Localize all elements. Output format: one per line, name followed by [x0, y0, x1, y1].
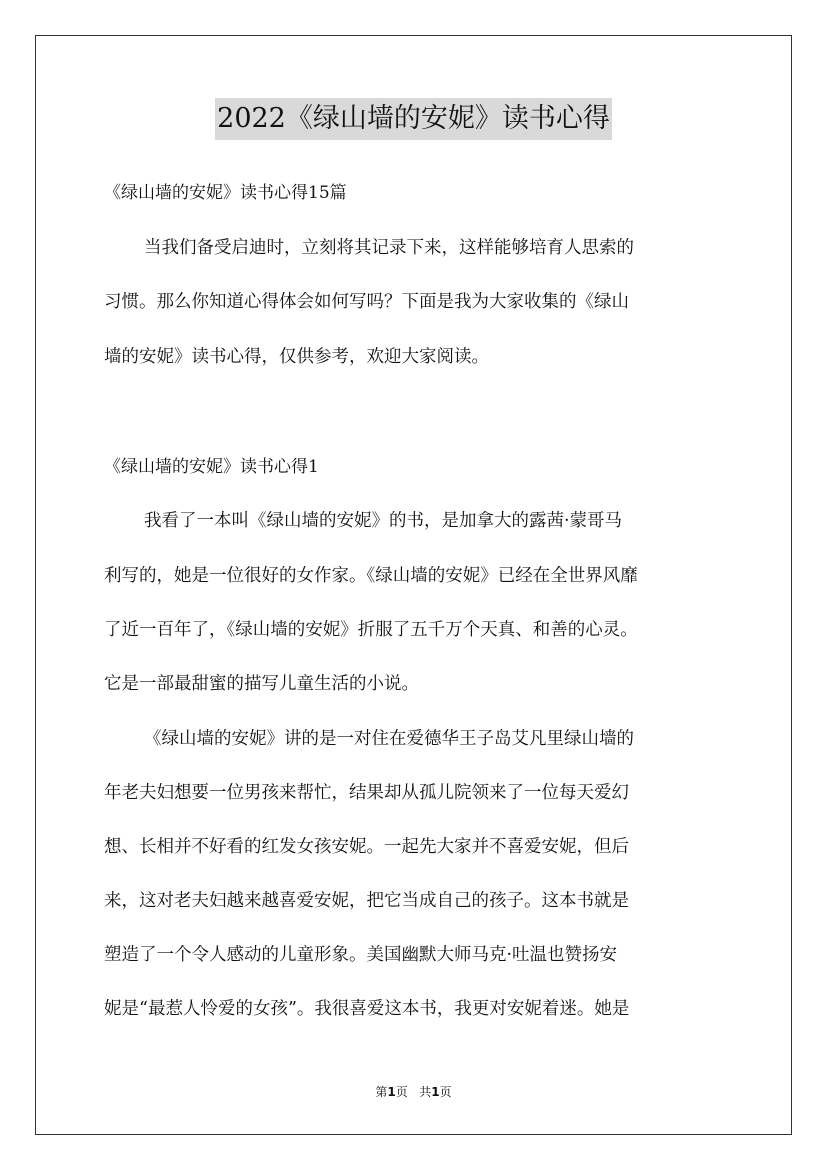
footer-page-total: 1: [431, 1085, 440, 1099]
paragraph-line: 来，这对老夫妇越来越喜爱安妮，把它当成自己的孩子。这本书就是: [104, 891, 629, 911]
title-container: [0, 98, 827, 140]
paragraph-line: 我看了一本叫《绿山墙的安妮》的书，是加拿大的露茜·蒙哥马: [144, 511, 623, 531]
intro-line: 习惯。那么你知道心得体会如何写吗？下面是我为大家收集的《绿山: [104, 292, 629, 312]
paragraph-line: 了近一百年了，《绿山墙的安妮》折服了五千万个天真、和善的心灵。: [104, 620, 638, 640]
intro-line: 当我们备受启迪时，立刻将其记录下来，这样能够培育人思索的: [144, 238, 634, 258]
paragraph-line: 塑造了一个令人感动的儿童形象。美国幽默大师马克·吐温也赞扬安: [104, 945, 618, 965]
paragraph-line: 它是一部最甜蜜的描写儿童生活的小说。: [104, 674, 419, 694]
footer-page-current: 1: [387, 1085, 396, 1099]
paragraph-line: 《绿山墙的安妮》讲的是一对住在爱德华王子岛艾凡里绿山墙的: [144, 729, 634, 749]
intro-line: 墙的安妮》读书心得，仅供参考，欢迎大家阅读。: [104, 347, 489, 367]
footer-total-label: 共: [419, 1085, 432, 1099]
document-subtitle: 《绿山墙的安妮》读书心得15篇: [104, 183, 347, 203]
footer-total-label: 页: [439, 1085, 452, 1099]
document-title: 2022《绿山墙的安妮》读书心得: [215, 98, 612, 140]
paragraph-line: 利写的，她是一位很好的女作家。《绿山墙的安妮》已经在全世界风靡: [104, 566, 638, 586]
page-footer: [0, 1083, 827, 1100]
footer-page-label: 第: [375, 1085, 388, 1099]
footer-page-label: 页: [395, 1085, 408, 1099]
paragraph-line: 年老夫妇想要一位男孩来帮忙，结果却从孤儿院领来了一位每天爱幻: [104, 783, 629, 803]
paragraph-line: 妮是“最惹人怜爱的女孩”。我很喜爱这本书，我更对安妮着迷。她是: [104, 999, 630, 1019]
section-heading: 《绿山墙的安妮》读书心得1: [104, 457, 319, 477]
paragraph-line: 想、长相并不好看的红发女孩安妮。一起先大家并不喜爱安妮，但后: [104, 837, 629, 857]
